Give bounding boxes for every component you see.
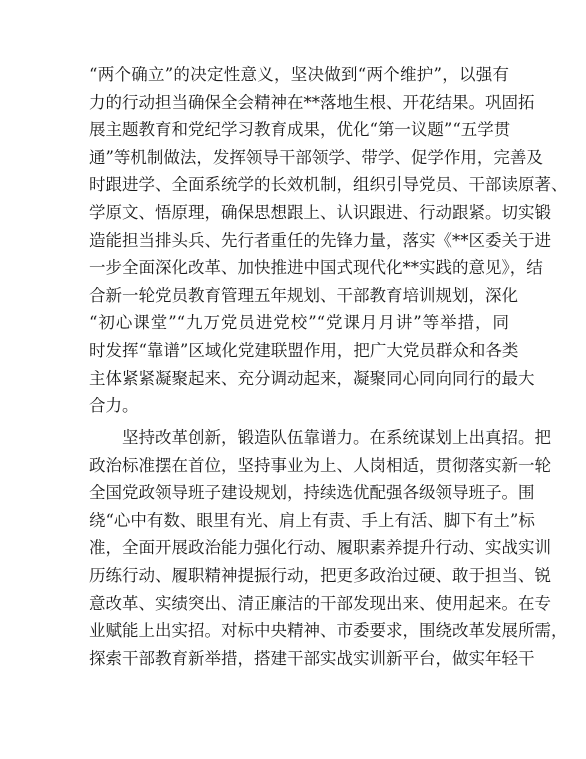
text-line: 历练行动、履职精神提振行动，把更多政治过硬、敢于担当、锐 <box>89 565 551 585</box>
text-line: 准，全面开展政治能力强化行动、履职素养提升行动、实战实训 <box>89 538 551 558</box>
text-line: 时跟进学、全面系统学的长效机制，组织引导党员、干部读原著、 <box>89 175 568 195</box>
text-line: 展主题教育和党纪学习教育成果，优化“第一议题”“五学贯 <box>89 120 511 140</box>
text-line: 业赋能上出实招。对标中央精神、市委要求，围绕改革发展所需， <box>89 621 568 641</box>
text-line: 造能担当排头兵、先行者重任的先锋力量，落实《**区委关于进 <box>89 230 551 250</box>
text-line: 探索干部教育新举措，搭建干部实战实训新平台，做实年轻干 <box>89 648 535 668</box>
text-line: 绕“心中有数、眼里有光、肩上有责、手上有活、脚下有土”标 <box>89 510 535 530</box>
text-line: 一步全面深化改革、加快推进中国式现代化**实践的意见》，结 <box>89 258 543 278</box>
text-line: 主体紧紧凝聚起来、充分调动起来，凝聚同心同向同行的最大 <box>89 368 535 388</box>
paragraph-1 <box>89 61 568 420</box>
text-line: 合新一轮党员教育管理五年规划、干部教育培训规划，深化 <box>89 285 518 305</box>
text-line: 合力。 <box>89 396 139 416</box>
text-line: 意改革、实绩突出、清正廉洁的干部发现出来、使用起来。在专 <box>89 593 551 613</box>
text-line: 政治标准摆在首位，坚持事业为上、人岗相适，贯彻落实新一轮 <box>89 455 551 475</box>
text-line: 通”等机制做法，发挥领导干部领学、带学、促学作用，完善及 <box>89 147 543 167</box>
text-line: 学原文、悟原理，确保思想跟上、认识跟进、行动跟紧。切实锻 <box>89 202 551 222</box>
paragraph-2 <box>89 424 568 672</box>
text-line: 力的行动担当确保全会精神在**落地生根、开花结果。巩固拓 <box>89 92 535 112</box>
text-line: 全国党政领导班子建设规划，持续选优配强各级领导班子。围 <box>89 483 535 503</box>
text-line: “初心课堂”“九万党员进党校”“党课月月讲”等举措，同 <box>89 313 509 333</box>
text-line: 坚持改革创新，锻造队伍靠谱力。在系统谋划上出真招。把 <box>89 428 551 447</box>
text-line: 时发挥“靠谱”区域化党建联盟作用，把广大党员群众和各类 <box>89 340 519 360</box>
text-line: “两个确立”的决定性意义，坚决做到“两个维护”，以强有 <box>89 65 509 84</box>
